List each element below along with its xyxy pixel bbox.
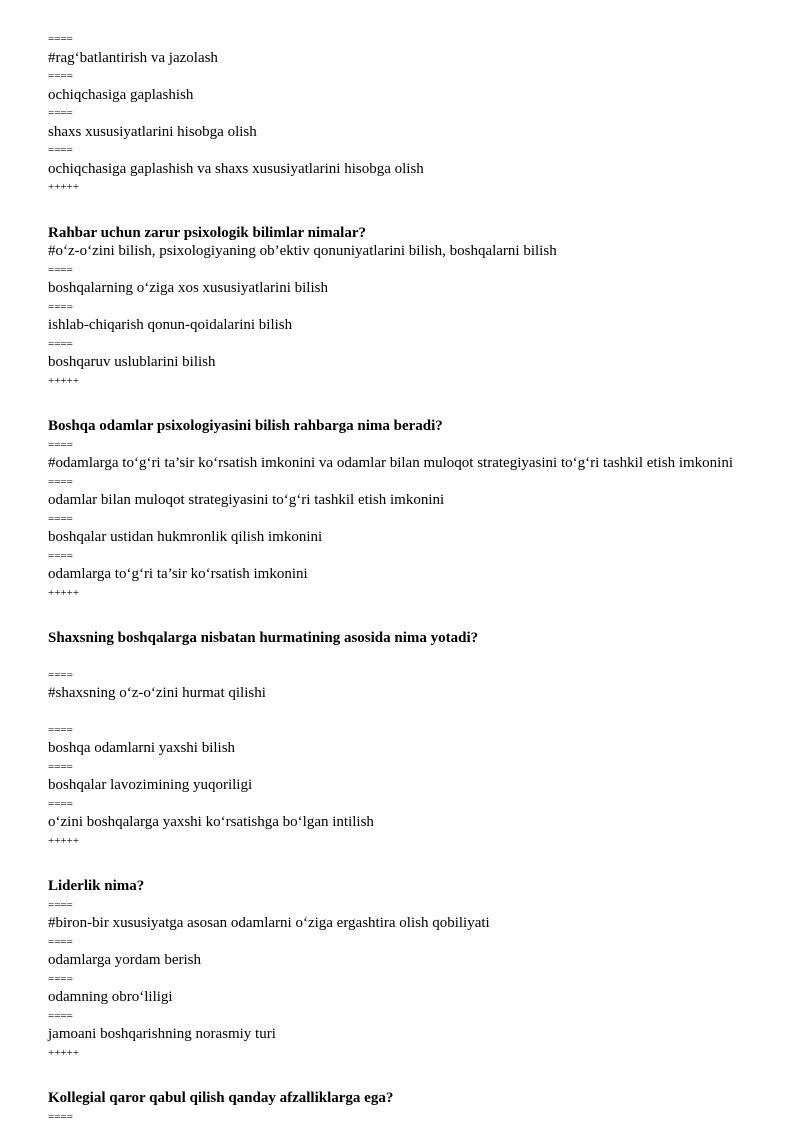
answer-option: boshqaruv uslublarini bilish	[48, 354, 216, 370]
answer-option: #rag‘batlantirish va jazolash	[48, 49, 218, 66]
separator-line: ====	[48, 263, 73, 276]
answer-option: odamlar bilan muloqot strategiyasini to‘g‘ri tashkil etish imkonini	[48, 492, 445, 508]
answer-option: #biron-bir xususiyatga asosan odamlarni o‘ziga ergashtira olish qobiliyati	[48, 915, 490, 931]
answer-option: odamlarga yordam berish	[48, 952, 202, 968]
separator-line: ====	[48, 438, 73, 451]
answer-option: boshqalarning o‘ziga xos xususiyatlarini bilish	[48, 280, 328, 296]
document-page	[48, 30, 758, 1126]
question-block	[48, 224, 758, 391]
answer-option: #shaxsning o‘z-o‘zini hurmat qilishi	[48, 685, 266, 701]
answer-option: o‘zini boshqalarga yaxshi ko‘rsatishga bo‘lgan intilish	[48, 814, 374, 830]
answer-option: boshqalar lavozimining yuqoriligi	[48, 777, 253, 793]
separator-line: ====	[48, 144, 73, 156]
separator-line: ====	[48, 898, 73, 911]
end-marker-line: +++++	[48, 374, 80, 387]
end-marker-line: +++++	[48, 834, 80, 847]
separator-line: ====	[48, 972, 73, 985]
separator-line: ====	[48, 723, 73, 736]
end-marker-line: +++++	[48, 586, 80, 599]
separator-line: ====	[48, 475, 73, 488]
answer-option: odamlarga to‘g‘ri ta’sir ko‘rsatish imkonini	[48, 566, 308, 582]
answer-option: odamning obro‘liligi	[48, 989, 173, 1005]
separator-line: ====	[48, 760, 73, 773]
separator-line: ====	[48, 1110, 73, 1123]
separator-line: ====	[48, 107, 73, 119]
answer-option: ishlab-chiqarish qonun-qoidalarini bilish	[48, 317, 293, 333]
answer-option: boshqalar ustidan hukmronlik qilish imkonini	[48, 529, 323, 545]
answer-option: boshqa odamlarni yaxshi bilish	[48, 740, 236, 756]
separator-line: ====	[48, 549, 73, 562]
end-marker-line: +++++	[48, 181, 80, 193]
separator-line: ====	[48, 70, 73, 82]
answer-option: #o‘z-o‘zini bilish, psixologiyaning ob’ektiv qonuniyatlarini bilish, boshqalarni bilish	[48, 243, 557, 259]
question-text: Rahbar uchun zarur psixologik bilimlar nimalar?	[48, 224, 366, 241]
separator-line: ====	[48, 668, 73, 681]
separator-line: ====	[48, 935, 73, 948]
question-text: Shaxsning boshqalarga nisbatan hurmatining asosida nima yotadi?	[48, 630, 479, 646]
separator-line: ====	[48, 1009, 73, 1022]
answer-option: ochiqchasiga gaplashish va shaxs xususiyatlarini hisobga olish	[48, 160, 424, 177]
question-text: Liderlik nima?	[48, 878, 145, 894]
separator-line: ====	[48, 33, 73, 45]
answer-option: #odamlarga to‘g‘ri ta’sir ko‘rsatish imkonini va odamlar bilan muloqot strategiyasini to‘g‘ri tashkil etish imkonini	[48, 455, 734, 471]
question-text: Kollegial qaror qabul qilish qanday afzalliklarga ega?	[48, 1090, 394, 1106]
question-block	[48, 877, 758, 1062]
separator-line: ====	[48, 797, 73, 810]
question-text: Boshqa odamlar psixologiyasini bilish rahbarga nima beradi?	[48, 418, 443, 434]
answer-option: shaxs xususiyatlarini hisobga olish	[48, 123, 257, 140]
question-block	[48, 30, 758, 197]
answer-option: jamoani boshqarishning norasmiy turi	[48, 1026, 276, 1042]
end-marker-line: +++++	[48, 1046, 80, 1059]
answer-option: ochiqchasiga gaplashish	[48, 86, 194, 103]
question-block	[48, 629, 758, 850]
separator-line: ====	[48, 337, 73, 350]
separator-line: ====	[48, 512, 73, 525]
question-block	[48, 1089, 758, 1126]
separator-line: ====	[48, 300, 73, 313]
question-block	[48, 417, 758, 602]
